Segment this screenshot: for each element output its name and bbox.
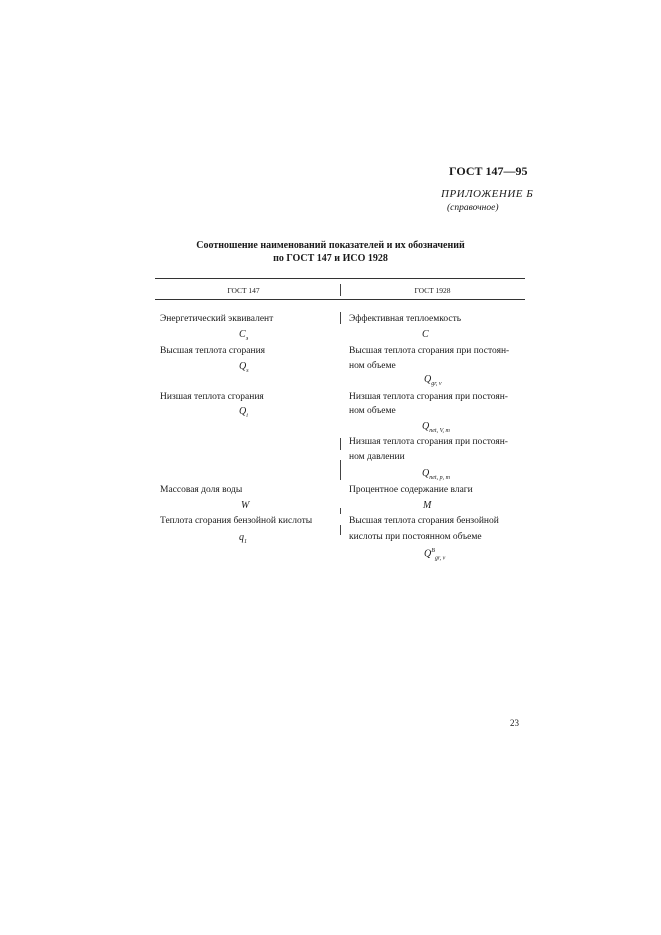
left-row-3-label: Низшая теплота сгорания (160, 392, 264, 402)
table-title-line-1: Соотношение наименований показателей и их обозначений (196, 240, 465, 251)
right-row-1-label: Эффективная теплоемкость (349, 314, 462, 324)
left-row-4-label: Массовая доля воды (160, 485, 243, 495)
column-header-gost-147: ГОСТ 147 (227, 286, 260, 295)
right-row-4-label-line-1: Низшая теплота сгорания при постоян- (349, 437, 508, 447)
appendix-note: (справочное) (447, 203, 499, 213)
left-row-2-symbol: $Q_s$ (239, 361, 249, 374)
right-row-3-label-line-1: Низшая теплота сгорания при постоян- (349, 392, 508, 402)
column-separator (340, 312, 341, 324)
column-separator (340, 460, 341, 480)
table-header-rule (155, 299, 525, 300)
appendix-title: ПРИЛОЖЕНИЕ Б (441, 188, 534, 200)
right-row-3-symbol: $Q_{net, V, m}$ (422, 421, 450, 434)
right-row-4-symbol: $Q_{net, p, m}$ (422, 468, 450, 481)
right-row-2-label-line-2: ном объеме (349, 361, 396, 371)
standard-id: ГОСТ 147—95 (449, 164, 528, 178)
column-header-gost-1928: ГОСТ 1928 (414, 286, 451, 295)
left-row-3-symbol: $Q_i$ (239, 406, 248, 419)
left-row-1-label: Энергетический эквивалент (160, 314, 274, 324)
column-separator (340, 525, 341, 535)
column-separator (340, 284, 341, 296)
right-row-6-symbol: $Q^B_{gr, v}$ (424, 548, 446, 562)
left-row-5-symbol: $q_1$ (239, 532, 247, 545)
right-row-5-label: Процентное содержание влаги (349, 485, 473, 495)
column-separator (340, 508, 341, 514)
column-separator (340, 438, 341, 450)
right-row-2-symbol: $Q_{gr, v}$ (424, 374, 442, 387)
page-number: 23 (510, 718, 519, 728)
right-row-6-label-line-2: кислоты при постоянном объеме (349, 532, 482, 542)
left-row-5-label: Теплота сгорания бензойной кислоты (160, 516, 313, 526)
table-title-line-2: по ГОСТ 147 и ИСО 1928 (273, 253, 388, 264)
right-row-6-label-line-1: Высшая теплота сгорания бензойной (349, 516, 499, 526)
right-row-5-symbol: M (423, 500, 432, 511)
right-row-4-label-line-2: ном давлении (349, 452, 405, 462)
right-row-2-label-line-1: Высшая теплота сгорания при постоян- (349, 346, 510, 356)
left-row-4-symbol: W (241, 500, 250, 511)
left-row-2-label: Высшая теплота сгорания (160, 346, 266, 356)
right-row-1-symbol: C (422, 329, 429, 340)
table-top-rule (155, 278, 525, 279)
left-row-1-symbol: $C_э$ (239, 329, 249, 342)
right-row-3-label-line-2: ном объеме (349, 406, 396, 416)
